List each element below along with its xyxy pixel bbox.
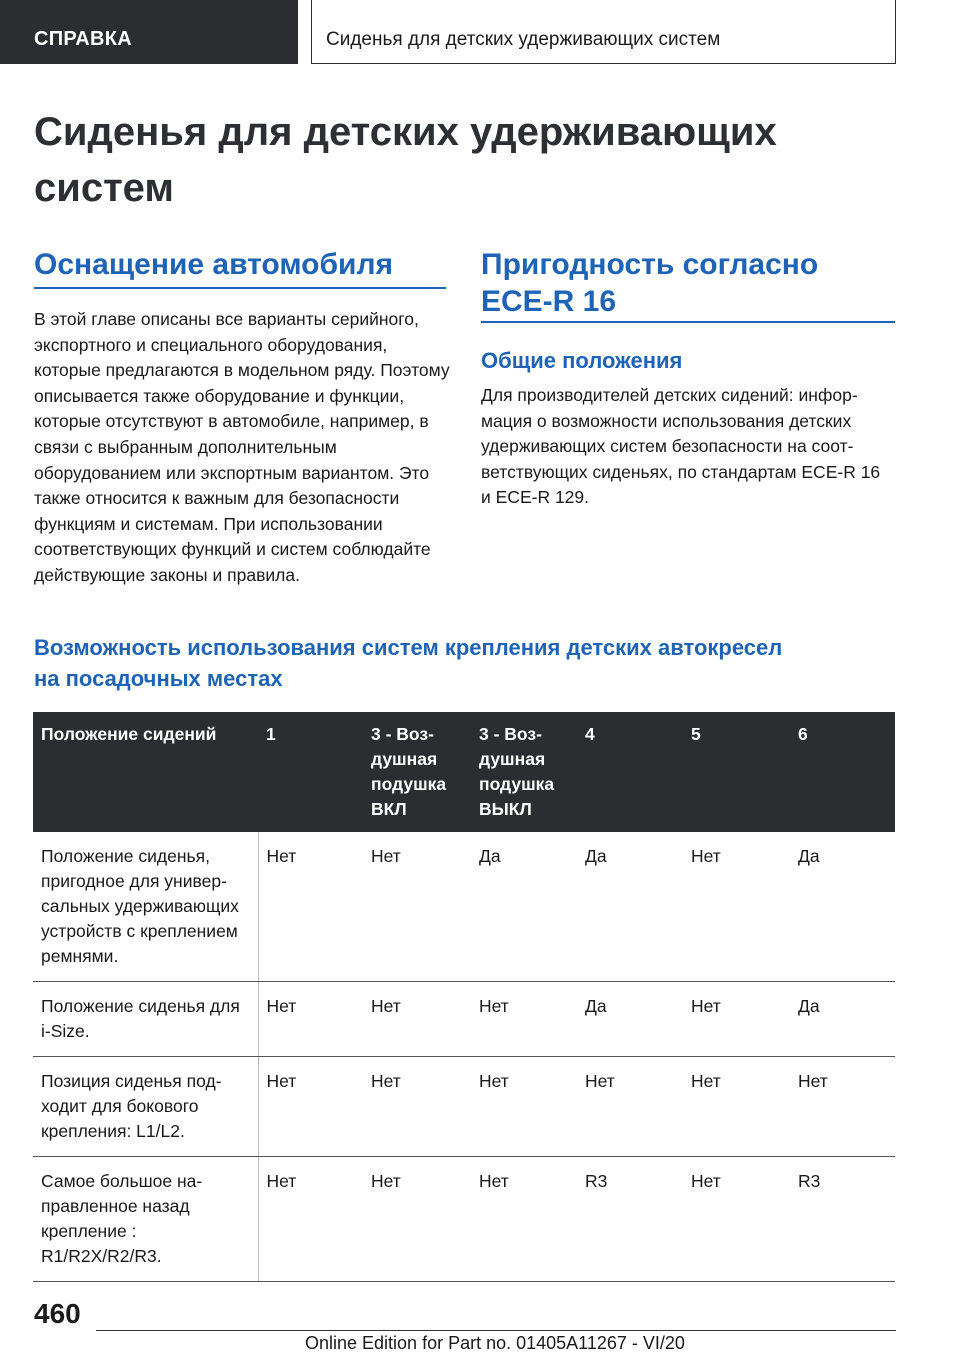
section-tab [0, 0, 298, 64]
left-heading-rule [34, 287, 446, 289]
running-title: Сиденья для детских удерживающих систем [326, 29, 721, 50]
table-cell: Нет [363, 1057, 471, 1157]
table-cell: Нет [471, 1157, 577, 1282]
table-cell: Да [577, 832, 683, 982]
table-cell: Нет [363, 832, 471, 982]
table-cell: Нет [363, 1157, 471, 1282]
table-cell: Нет [258, 1057, 363, 1157]
table-cell: Нет [683, 832, 790, 982]
table-cell: Нет [790, 1057, 895, 1157]
compatibility-table [33, 712, 895, 1282]
header-cell: 4 [577, 712, 683, 832]
page-title: Сиденья для детских удерживающих систем [34, 110, 777, 210]
table-cell: Нет [683, 1057, 790, 1157]
row-label: Позиция сиденья подходит для бокового крепления: L1/L2. [33, 1057, 258, 1157]
table-row [33, 1057, 895, 1157]
row-label: Положение сиденья, пригодное для универсальных удерживающих устройств с креплением ремнями. [33, 832, 258, 982]
table-cell: Нет [471, 1057, 577, 1157]
table-cell: R3 [790, 1157, 895, 1282]
right-body: Для производителей детских сидений: информация о возможности использования детских удерживающих систем безопасности на соответствующих сиденьях, по стандартам ECE-R 16 и ECE-R 129. [481, 385, 881, 508]
page-number: 460 [34, 1298, 81, 1329]
row-label: Самое большое направленное назад крепление : R1/R2X/R2/R3. [33, 1157, 258, 1282]
table-row [33, 832, 895, 982]
table-cell: Да [790, 982, 895, 1057]
header-cell: Положение сидений [33, 712, 258, 832]
right-heading-rule [481, 321, 895, 323]
section-label: СПРАВКА [34, 28, 133, 50]
header-cell: 3 - Воздушная подушка ВЫКЛ [471, 712, 577, 832]
header-cell: 5 [683, 712, 790, 832]
table-cell: Да [577, 982, 683, 1057]
footer-rule [96, 1330, 896, 1331]
right-subheading: Общие положения [481, 348, 683, 373]
table-cell: Нет [471, 982, 577, 1057]
table-cell: Нет [258, 1157, 363, 1282]
table-cell: Да [790, 832, 895, 982]
table-cell: Нет [683, 982, 790, 1057]
right-heading: Пригодность согласно ECE-R 16 [481, 248, 819, 318]
table-cell: R3 [577, 1157, 683, 1282]
left-body: В этой главе описаны все варианты серийного, экспортного и специального оборудования, которые предлагаются в модельном ряду. Поэтому описывается также оборудование и функции, которые отсутствуют в автомобиле, например, в связи с выбранным дополнительным оборудованием или экспортным вариантом. Это также относится к важным для безопасности функциям и системам. При использовании соответствующих функций и систем соблюдайте действующие законы и правила. [34, 309, 450, 585]
header-cell: 6 [790, 712, 895, 832]
table-header-row [33, 712, 895, 832]
table-cell: Нет [258, 982, 363, 1057]
header-cell: 1 [258, 712, 363, 832]
running-header [311, 0, 896, 64]
table-cell: Нет [258, 832, 363, 982]
table-cell: Да [471, 832, 577, 982]
table-row [33, 982, 895, 1057]
table-cell: Нет [577, 1057, 683, 1157]
table-cell: Нет [363, 982, 471, 1057]
left-heading: Оснащение автомобиля [34, 248, 394, 281]
table-cell: Нет [683, 1157, 790, 1282]
edition-note: Online Edition for Part no. 01405A11267 - VI/20 [305, 1333, 685, 1353]
table-row [33, 1157, 895, 1282]
subsection-title: Возможность использования систем крепления детских автокресел на посадочных местах [34, 635, 783, 691]
row-label: Положение сиденья для i-Size. [33, 982, 258, 1057]
header-cell: 3 - Воздушная подушка ВКЛ [363, 712, 471, 832]
